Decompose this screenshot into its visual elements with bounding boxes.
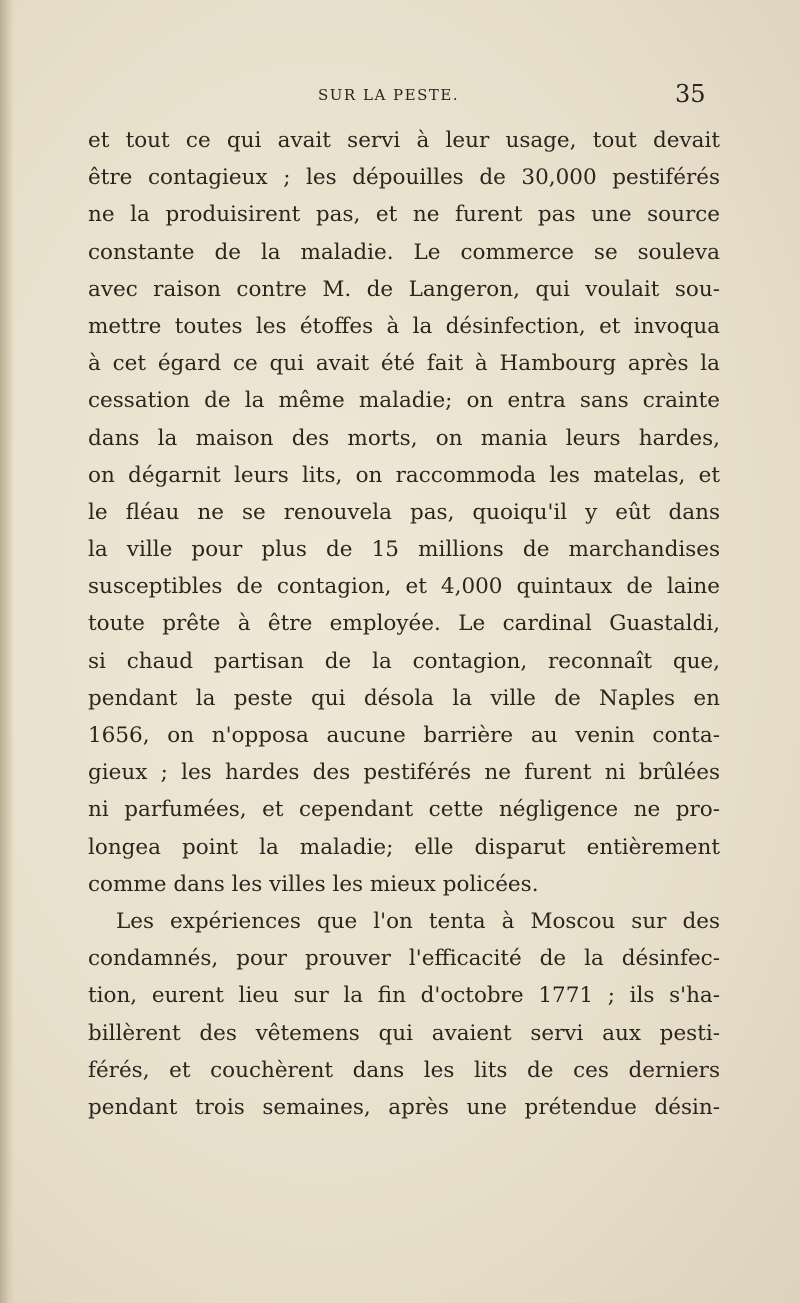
- text-line: gieux ; les hardes des pestiférés ne furent ni brûlées: [88, 760, 720, 786]
- text-line: billèrent des vêtemens qui avaient servi aux pesti-: [88, 1020, 720, 1046]
- page-number: 35: [675, 80, 706, 108]
- text-line: à cet égard ce qui avait été fait à Hambourg après la: [88, 351, 720, 377]
- text-line: 1656, on n'opposa aucune barrière au venin conta-: [88, 723, 720, 748]
- text-line: longea point la maladie; elle disparut entièrement: [88, 834, 720, 860]
- text-line: on dégarnit leurs lits, on raccommoda les matelas, et: [88, 462, 720, 488]
- running-head: [0, 82, 800, 112]
- text-line: ne la produisirent pas, et ne furent pas une source: [88, 202, 720, 228]
- text-line: susceptibles de contagion, et 4,000 quintaux de laine: [88, 574, 720, 600]
- text-line: le fléau ne se renouvela pas, quoiqu'il y eût dans: [88, 499, 720, 525]
- body-text: [88, 122, 720, 1126]
- text-line: ni parfumées, et cependant cette négligence ne pro-: [88, 797, 720, 823]
- text-line: condamnés, pour prouver l'efficacité de la désinfec-: [88, 946, 720, 972]
- running-title: SUR LA PESTE.: [318, 86, 460, 104]
- page-gutter-shadow: [0, 0, 14, 1303]
- paragraph-first-line: Les expériences que l'on tenta à Moscou sur des: [116, 908, 720, 934]
- text-line: dans la maison des morts, on mania leurs hardes,: [88, 425, 720, 451]
- text-line: tion, eurent lieu sur la fin d'octobre 1771 ; ils s'ha-: [88, 983, 720, 1009]
- text-line: avec raison contre M. de Langeron, qui voulait sou-: [88, 276, 720, 302]
- text-line: si chaud partisan de la contagion, reconnaît que,: [88, 648, 720, 674]
- text-line: férés, et couchèrent dans les lits de ces derniers: [88, 1057, 720, 1083]
- text-line: pendant la peste qui désola la ville de Naples en: [88, 685, 720, 711]
- text-line: pendant trois semaines, après une prétendue désin-: [88, 1094, 720, 1120]
- text-line: la ville pour plus de 15 millions de marchandises: [88, 537, 720, 563]
- text-line: constante de la maladie. Le commerce se souleva: [88, 239, 720, 265]
- text-line: mettre toutes les étoffes à la désinfection, et invoqua: [88, 313, 720, 339]
- text-line: être contagieux ; les dépouilles de 30,000 pestiférés: [88, 165, 720, 191]
- text-line: cessation de la même maladie; on entra sans crainte: [88, 388, 720, 414]
- text-line: et tout ce qui avait servi à leur usage, tout devait: [88, 128, 720, 153]
- text-line: toute prête à être employée. Le cardinal Guastaldi,: [88, 611, 720, 637]
- text-line: comme dans les villes les mieux policées.: [88, 871, 539, 897]
